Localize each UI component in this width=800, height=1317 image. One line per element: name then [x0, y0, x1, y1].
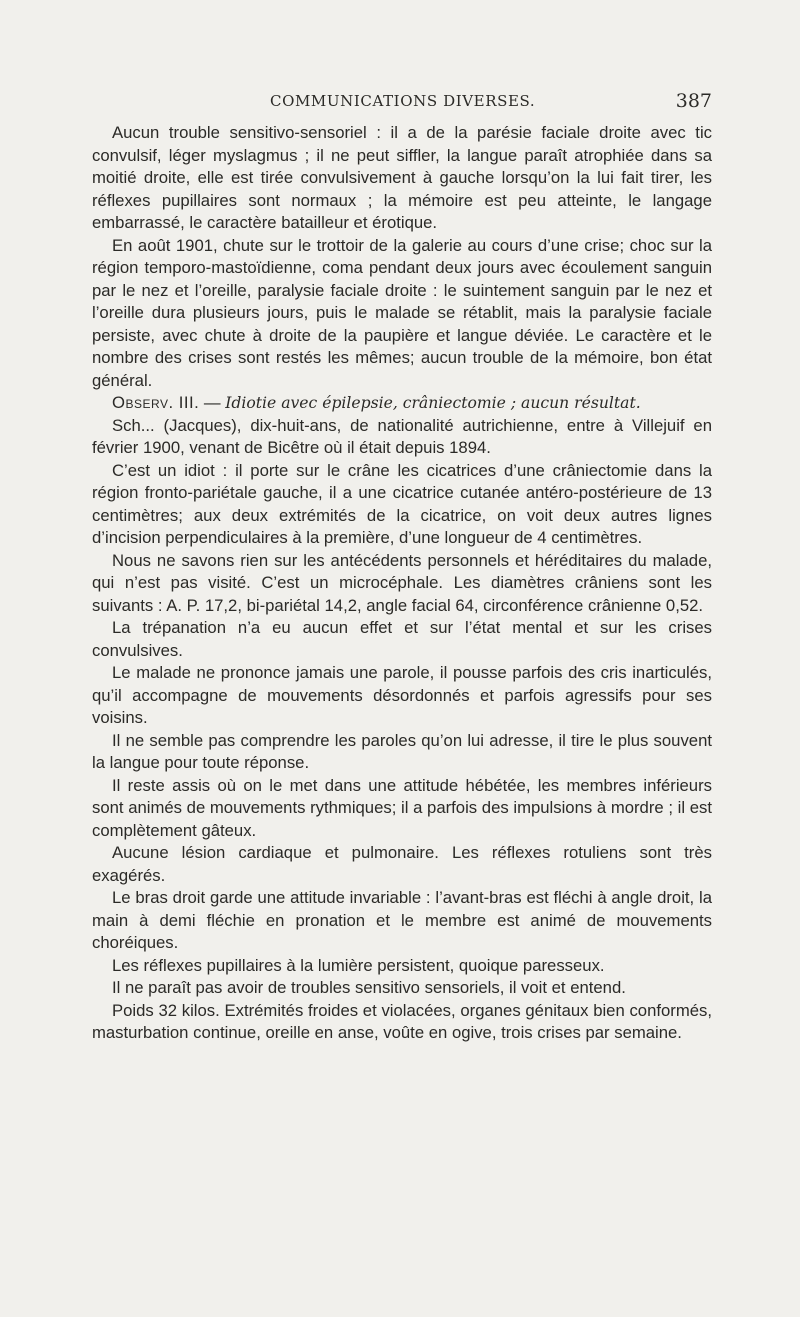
paragraph: Nous ne savons rien sur les antécédents personnels et héréditaires du malade, qui n’est pas visité. C’est un microcéphale. Les diamètres crâniens sont les suivants : A. P. 17,2, bi-pariétal 14,2, angle facial 64, circonférence crânienne 0,52.	[92, 550, 712, 615]
paragraph: Les réflexes pupillaires à la lumière persistent, quoique paresseux.	[112, 955, 605, 975]
page-header	[92, 90, 712, 114]
paragraph: Sch... (Jacques), dix-huit-ans, de nationalité autrichienne, entre à Villejuif en février 1900, venant de Bicêtre où il était depuis 1894.	[92, 415, 712, 457]
running-head: COMMUNICATIONS DIVERSES.	[270, 92, 536, 110]
paragraph: Poids 32 kilos. Extrémités froides et violacées, organes génitaux bien conformés, masturbation continue, oreille en anse, voûte en ogive, trois crises par semaine.	[92, 1000, 712, 1042]
paragraph: En août 1901, chute sur le trottoir de la galerie au cours d’une crise; choc sur la région temporo-mastoïdienne, coma pendant deux jours avec écoulement sanguin par le nez et l’oreille, paralysie faciale droite : le suintement sanguin par le nez et l’oreille dura plusieurs jours, puis le malade se rétablit, mais la paralysie faciale persiste, avec chute à droite de la paupière et langue déviée. Le caractère et le nombre des crises sont restés les mêmes; aucun trouble de la mémoire, bon état général.	[92, 235, 712, 390]
page-number: 387	[675, 90, 712, 112]
paragraph: Il ne paraît pas avoir de troubles sensitivo sensoriels, il voit et entend.	[112, 978, 626, 997]
paragraph: C’est un idiot : il porte sur le crâne les cicatrices d’une crâniectomie dans la région fronto-pariétale gauche, il a une cicatrice cutanée antéro-postérieure de 13 centimètres; aux deux extrémités de la cicatrice, on voit deux autres lignes d’incision perpendiculaires à la première, d’une longueur de 4 centimètres.	[92, 460, 712, 547]
observation-label: Observ. III.	[112, 393, 200, 412]
paragraph: Aucun trouble sensitivo-sensoriel : il a de la parésie faciale droite avec tic convulsif, léger myslagmus ; il ne peut siffler, la langue paraît atrophiée dans sa moitié droite, elle est tirée convulsivement à gauche lorsqu’on la lui fait tirer, les réflexes pupillaires sont normaux ; la mémoire est peu atteinte, le langage embarrassé, le caractère batailleur et érotique.	[92, 123, 712, 232]
observation-heading	[92, 392, 712, 415]
paragraph: Aucune lésion cardiaque et pulmonaire. Les réflexes rotuliens sont très exagérés.	[92, 843, 712, 885]
paragraph: Il ne semble pas comprendre les paroles qu’on lui adresse, il tire le plus souvent la langue pour toute réponse.	[92, 730, 712, 772]
observation-title: Idiotie avec épilepsie, crâniectomie ; aucun résultat.	[225, 394, 641, 412]
observation-dash: —	[199, 393, 226, 412]
paragraph: Le bras droit garde une attitude invariable : l’avant-bras est fléchi à angle droit, la main à demi fléchie en pronation et le membre est animé de mouvements choréiques.	[92, 888, 712, 952]
paragraph: La trépanation n’a eu aucun effet et sur l’état mental et sur les crises convulsives.	[92, 618, 712, 660]
paragraph: Il reste assis où on le met dans une attitude hébétée, les membres inférieurs sont animés de mouvements rythmiques; il a parfois des impulsions à mordre ; il est complètement gâteux.	[92, 775, 712, 840]
body-text	[92, 122, 712, 1045]
paragraph: Le malade ne prononce jamais une parole, il pousse parfois des cris inarticulés, qu’il accompagne de mouvements désordonnés et parfois agressifs pour ses voisins.	[92, 663, 712, 727]
